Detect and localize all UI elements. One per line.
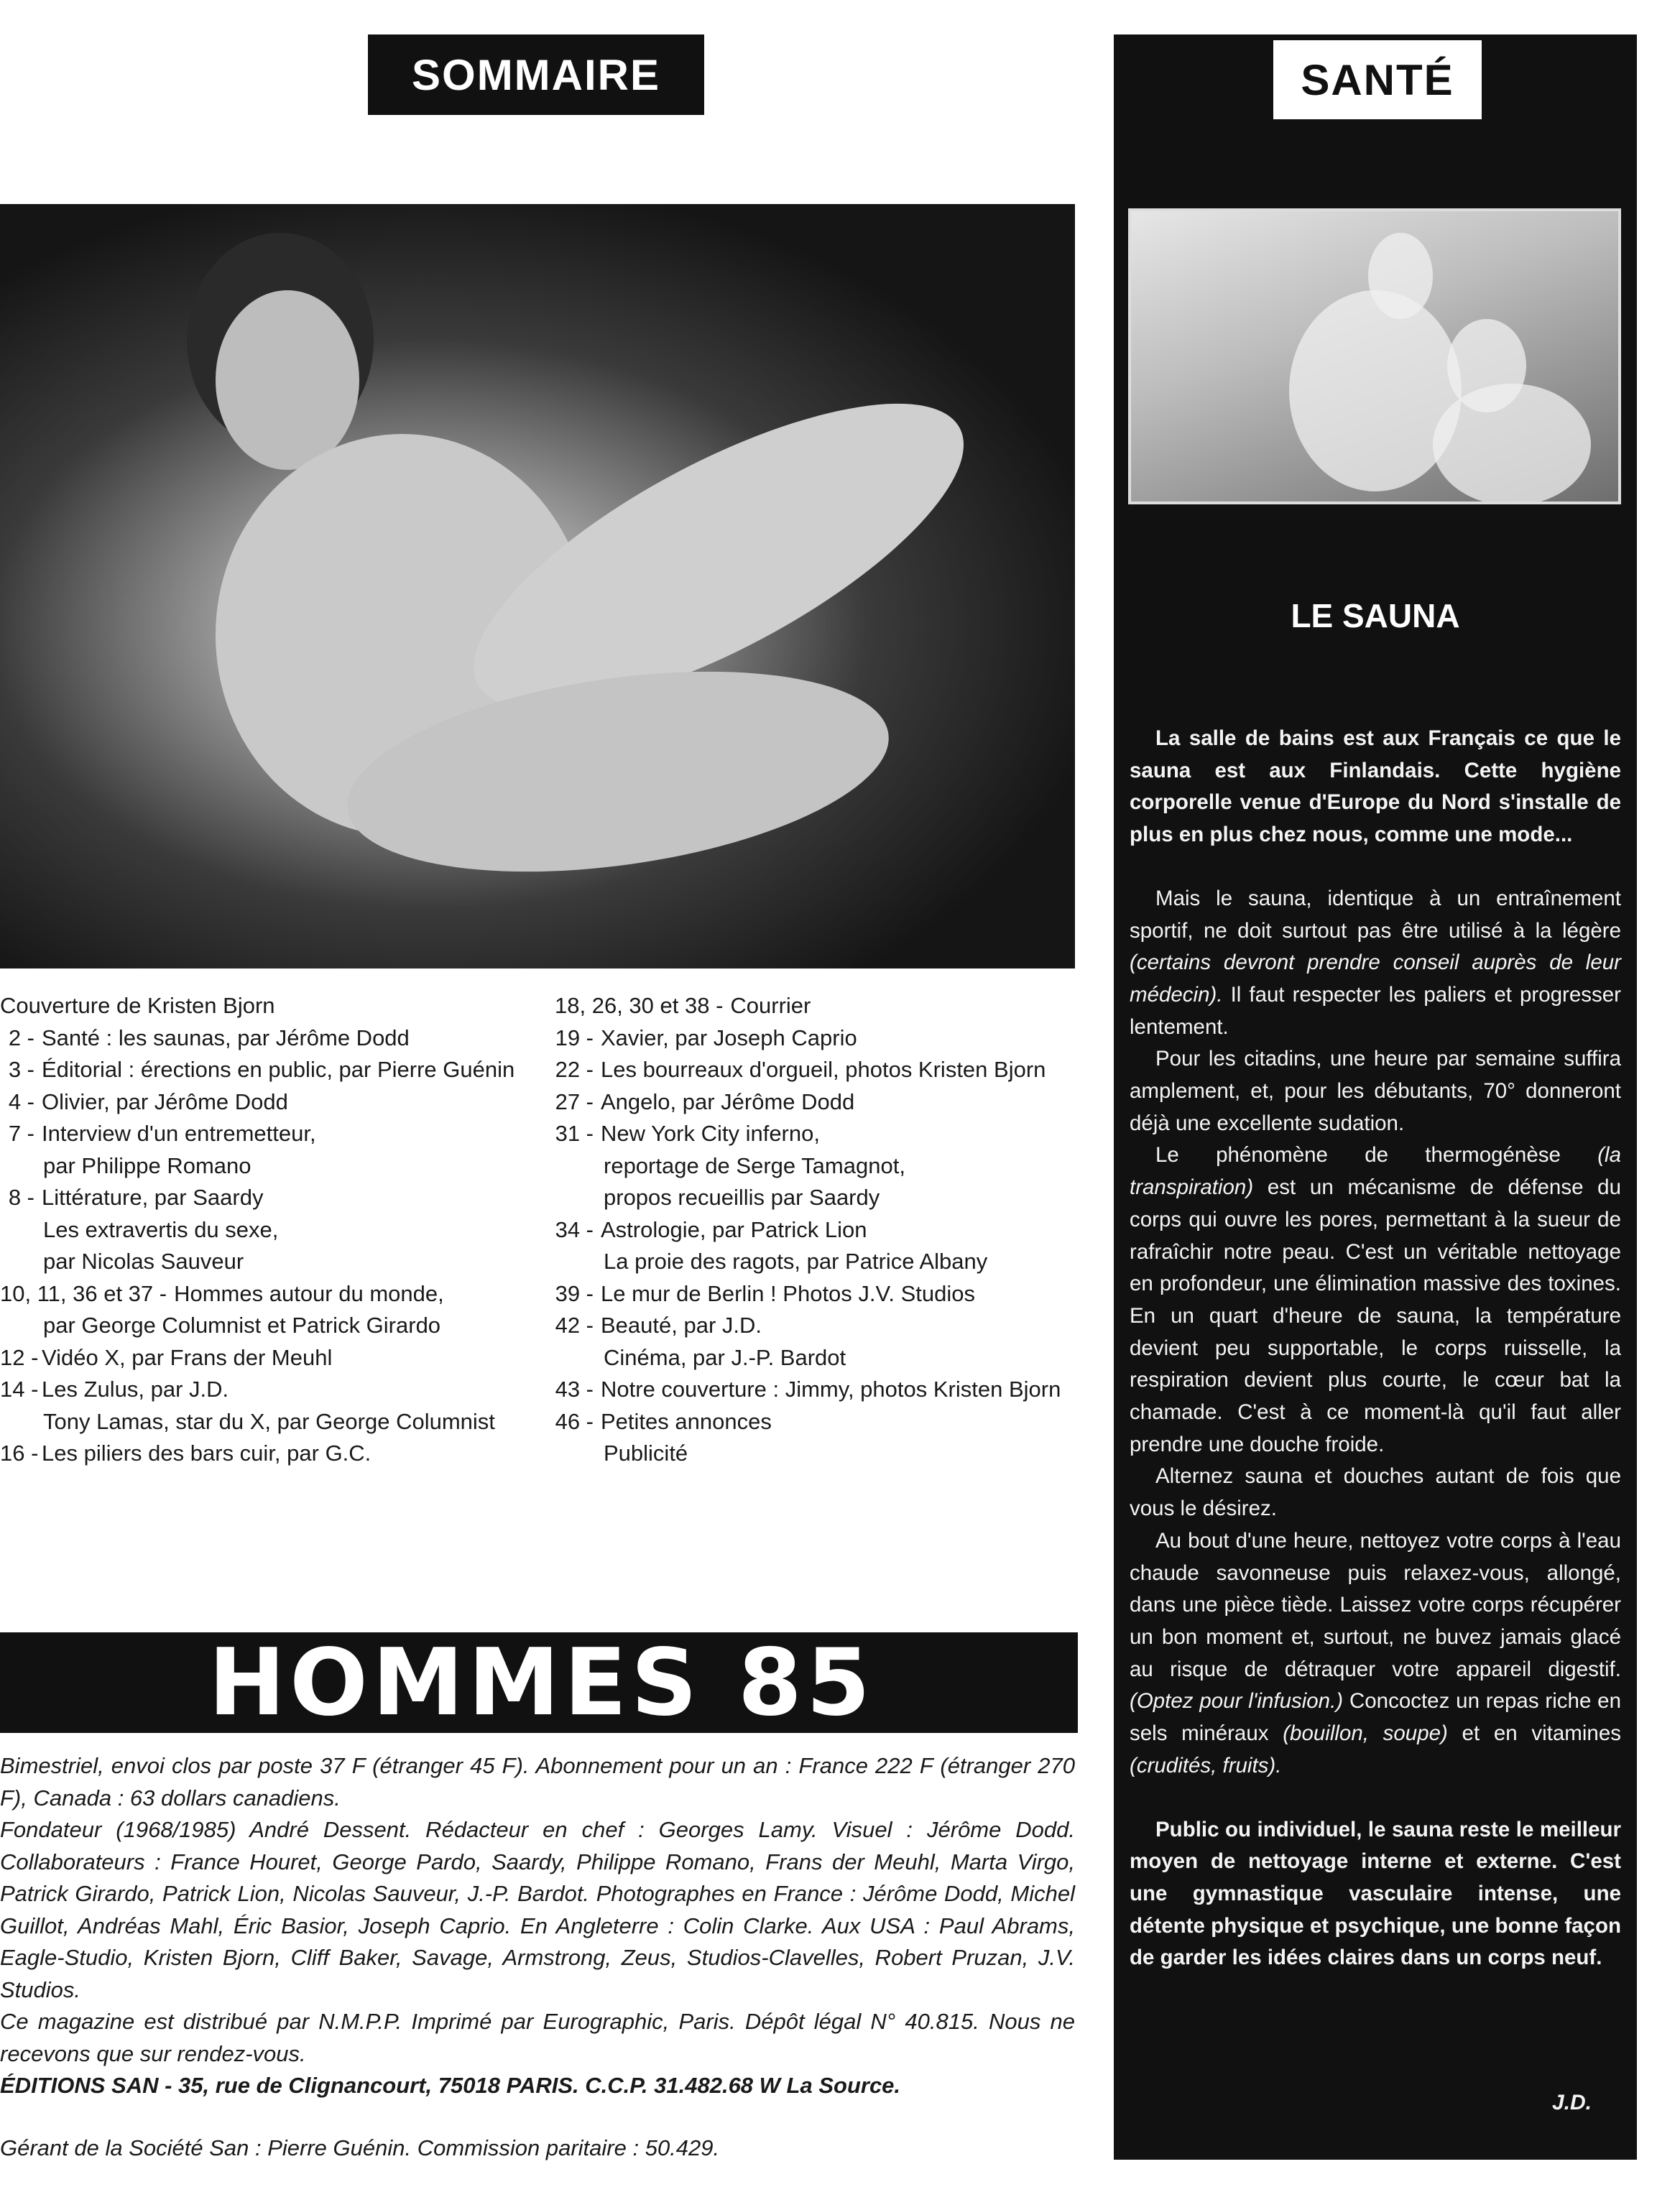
toc-page-number: 2 -	[8, 1025, 34, 1050]
toc-entry	[0, 1310, 546, 1342]
sommaire-title: SOMMAIRE	[412, 50, 660, 99]
article-body	[1130, 723, 1621, 1974]
toc-entry	[0, 1022, 546, 1055]
toc-entry-text: Santé : les saunas, par Jérôme Dodd	[42, 1025, 410, 1050]
toc-entry	[0, 1246, 546, 1278]
toc-entry-text: Le mur de Berlin ! Photos J.V. Studios	[601, 1280, 975, 1306]
toc-entry-text: La proie des ragots, par Patrice Albany	[604, 1249, 988, 1274]
cover-photo	[0, 204, 1075, 968]
toc-page-number: 14 -	[0, 1377, 39, 1402]
sauna-photo	[1128, 208, 1621, 504]
toc-page-number: 7 -	[8, 1121, 34, 1146]
toc-page-number: 16 -	[0, 1441, 39, 1466]
toc-page-number: 12 -	[0, 1344, 39, 1370]
toc-entry-text: propos recueillis par Saardy	[604, 1185, 880, 1210]
toc-page-number: 27 -	[555, 1088, 594, 1114]
toc-entry-text: Publicité	[604, 1441, 688, 1466]
toc-entry-text: Astrologie, par Patrick Lion	[601, 1216, 867, 1242]
toc-entry-text: Éditorial : érections en public, par Pierre Guénin	[42, 1057, 515, 1082]
credits-subscription: Bimestriel, envoi clos par poste 37 F (étranger 45 F). Abonnement pour un an : France 222 F (étranger 270 F), Canada : 63 dollars canadiens.	[0, 1753, 1075, 1811]
credits-block	[0, 1750, 1075, 2102]
toc-entry-text: Interview d'un entremetteur,	[42, 1121, 316, 1146]
toc-page-number: 46 -	[555, 1408, 594, 1434]
toc-entry-text: Angelo, par Jérôme Dodd	[601, 1088, 855, 1114]
toc-page-number: 31 -	[555, 1121, 594, 1146]
toc-entry	[555, 1310, 1101, 1342]
banner-title: HOMMES 85	[208, 1629, 874, 1737]
toc-entry-text: Les extravertis du sexe,	[43, 1216, 279, 1242]
toc-entry-text: Olivier, par Jérôme Dodd	[42, 1088, 288, 1114]
toc-entry-text: Cinéma, par J.-P. Bardot	[604, 1344, 846, 1370]
toc-entry	[0, 1086, 546, 1119]
toc-entry	[0, 1374, 546, 1406]
toc-entry-text: Tony Lamas, star du X, par George Columnist	[43, 1408, 495, 1434]
credits-distribution: Ce magazine est distribué par N.M.P.P. Imprimé par Eurographic, Paris. Dépôt légal N° 40.815. Nous ne recevons que sur rendez-vous.	[0, 2009, 1075, 2066]
toc-entry	[0, 1118, 546, 1150]
toc-entry	[555, 1214, 1101, 1247]
toc-page-number: 18, 26, 30 et 38 -	[555, 993, 724, 1018]
toc-entry	[555, 1246, 1101, 1278]
toc-entry-text: Littérature, par Saardy	[42, 1185, 264, 1210]
toc-page-number: 39 -	[555, 1280, 594, 1306]
toc-right-column	[555, 990, 1101, 1470]
toc-entry-text: Petites annonces	[601, 1408, 772, 1434]
toc-entry	[0, 1438, 546, 1470]
toc-entry	[555, 1118, 1101, 1150]
toc-entry-text: Hommes autour du monde,	[174, 1280, 444, 1306]
toc-entry-text: Notre couverture : Jimmy, photos Kristen Bjorn	[601, 1377, 1061, 1402]
toc-entry	[555, 1054, 1101, 1086]
toc-entry	[0, 1342, 546, 1374]
toc-page-number: 42 -	[555, 1313, 594, 1338]
hommes-85-banner	[0, 1629, 1078, 1737]
article-paragraph: Au bout d'une heure, nettoyez votre corps à l'eau chaude savonneuse puis relaxez-vous, allongé, dans une pièce tiède. Laissez votre corps récupérer un bon moment et, surtout, ne buvez jamais glacé au risque de détraquer votre appareil digestif. (Optez pour l'infusion.) Concoctez un repas riche en sels minéraux (bouillon, soupe) et en vitamines (crudités, fruits).	[1130, 1528, 1621, 1777]
credits-address: ÉDITIONS SAN - 35, rue de Clignancourt, 75018 PARIS. C.C.P. 31.482.68 W La Source.	[0, 2073, 901, 2098]
toc-left-list	[0, 1022, 546, 1470]
toc-entry	[555, 990, 1101, 1022]
article-paragraph: Le phénomène de thermogénèse (la transpiration) est un mécanisme de défense du corps qui ouvre les pores, permettant à la sueur de rafraîchir notre peau. C'est un véritable nettoyage en profondeur, une élimination massive des toxines. En un quart d'heure de sauna, la température devient peu supportable, le corps ruisselle, la respiration devient plus courte, le cœur bat la chamade. C'est à ce moment-là qu'il faut aller prendre une douche froide.	[1130, 1143, 1621, 1456]
sommaire-header	[368, 34, 704, 115]
toc-entry	[0, 1054, 546, 1086]
article-title: LE SAUNA	[1291, 597, 1460, 634]
toc-entry	[555, 1278, 1101, 1310]
toc-entry-text: Beauté, par J.D.	[601, 1313, 762, 1338]
toc-entry	[0, 1214, 546, 1247]
article-intro: La salle de bains est aux Français ce que le sauna est aux Finlandais. Cette hygiène corporelle venue d'Europe du Nord s'installe de plus en plus chez nous, comme une mode...	[1130, 726, 1621, 847]
toc-entry	[0, 1406, 546, 1438]
article-conclusion: Public ou individuel, le sauna reste le meilleur moyen de nettoyage interne et externe. C'est une gymnastique vasculaire intense, une détente physique et psychique, une bonne façon de garder les idées claires dans un corps neuf.	[1130, 1817, 1621, 1970]
toc-entry	[555, 1438, 1101, 1470]
toc-entry	[555, 1374, 1101, 1406]
toc-entry-text: Xavier, par Joseph Caprio	[601, 1025, 857, 1050]
toc-left-column	[0, 990, 546, 1470]
toc-entry	[0, 1150, 546, 1183]
gerant-line: Gérant de la Société San : Pierre Guénin. Commission paritaire : 50.429.	[0, 2135, 720, 2160]
toc-entry-text: Les bourreaux d'orgueil, photos Kristen Bjorn	[601, 1057, 1046, 1082]
toc-entry-text: Courrier	[730, 993, 811, 1018]
sante-header	[1273, 40, 1482, 119]
article-signature: J.D.	[1552, 2091, 1592, 2114]
toc-entry	[555, 1022, 1101, 1055]
toc-page-number: 22 -	[555, 1057, 594, 1082]
toc-page-number: 4 -	[8, 1088, 34, 1114]
toc-page-number: 43 -	[555, 1377, 594, 1402]
toc-entry	[555, 1182, 1101, 1214]
cover-credit: Couverture de Kristen Bjorn	[0, 993, 275, 1018]
toc-page-number: 10, 11, 36 et 37 -	[0, 1280, 167, 1306]
toc-right-list	[555, 990, 1101, 1470]
toc-entry	[0, 1278, 546, 1310]
toc-entry-text: New York City inferno,	[601, 1121, 820, 1146]
toc-page-number: 19 -	[555, 1025, 594, 1050]
toc-entry-text: Vidéo X, par Frans der Meuhl	[42, 1344, 333, 1370]
credits-staff: Fondateur (1968/1985) André Dessent. Rédacteur en chef : Georges Lamy. Visuel : Jérôme Dodd. Collaborateurs : France Houret, George Pardo, Saardy, Philippe Romano, Frans der Meuhl, Marta Virgo, Patrick Girardo, Patrick Lion, Nicolas Sauveur, J.-P. Bardot. Photographes en France : Jérôme Dodd, Michel Guillot, Andréas Mahl, Éric Basior, Joseph Caprio. En Angleterre : Colin Clarke. Aux USA : Paul Abrams, Eagle-Studio, Kristen Bjorn, Cliff Baker, Savage, Armstrong, Zeus, Studios-Clavelles, Robert Pruzan, J.V. Studios.	[0, 1817, 1075, 2002]
toc-entry	[555, 1406, 1101, 1438]
toc-entry-text: par Nicolas Sauveur	[43, 1249, 244, 1274]
article-paragraph: Pour les citadins, une heure par semaine suffira amplement, et, pour les débutants, 70° donneront déjà une excellente sudation.	[1130, 1047, 1621, 1135]
article-paragraph: Alternez sauna et douches autant de fois que vous le désirez.	[1130, 1464, 1621, 1521]
toc-entry	[555, 1086, 1101, 1119]
toc-entry-text: Les piliers des bars cuir, par G.C.	[42, 1441, 371, 1466]
toc-page-number: 8 -	[8, 1185, 34, 1210]
article-paragraph: Mais le sauna, identique à un entraînement sportif, ne doit surtout pas être utilisé à la légère (certains devront prendre conseil auprès de leur médecin). Il faut respecter les paliers et progresser lentement.	[1130, 886, 1621, 1039]
toc-entry	[555, 1342, 1101, 1374]
toc-entry-text: reportage de Serge Tamagnot,	[604, 1152, 905, 1178]
toc-entry-text: par Philippe Romano	[43, 1152, 251, 1178]
toc-entry-text: Les Zulus, par J.D.	[42, 1377, 229, 1402]
toc-entry	[555, 1150, 1101, 1183]
toc-page-number: 3 -	[8, 1057, 34, 1082]
toc-entry	[0, 1182, 546, 1214]
toc-page-number: 34 -	[555, 1216, 594, 1242]
toc-entry-text: par George Columnist et Patrick Girardo	[43, 1313, 441, 1338]
sante-title: SANTÉ	[1301, 55, 1454, 104]
